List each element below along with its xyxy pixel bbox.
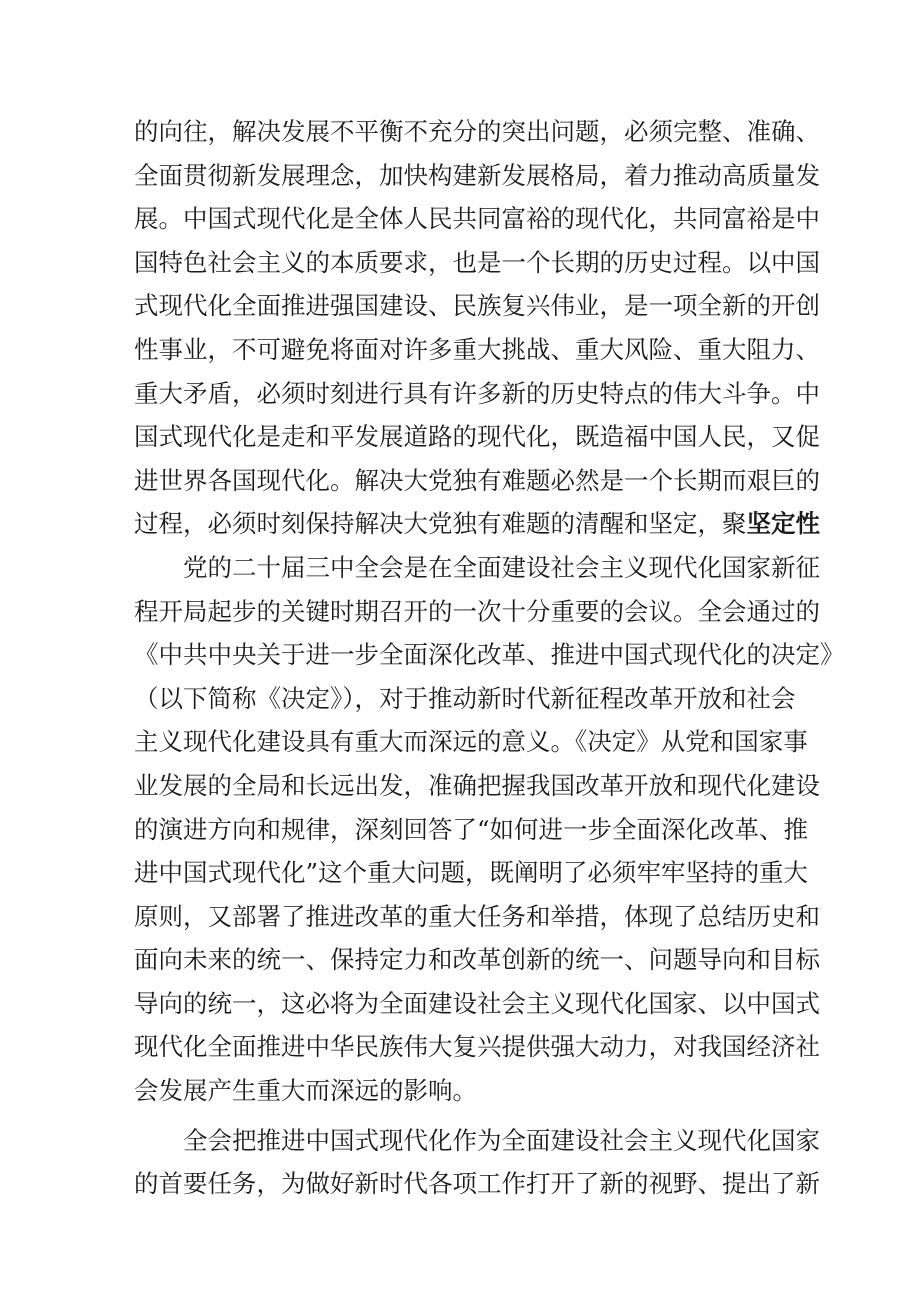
text-line: 主义现代化建设具有重大而深远的意义。《决定》从党和国家事 <box>134 727 808 757</box>
text-line: 性事业，不可避免将面对许多重大挑战、重大风险、重大阻力、 <box>134 334 820 364</box>
text-line: 式现代化全面推进强国建设、民族复兴伟业，是一项全新的开创 <box>134 291 820 321</box>
text-line: 的向往，解决发展不平衡不充分的突出问题，必须完整、准确、 <box>134 117 820 146</box>
paragraph-1 <box>134 110 820 546</box>
text-line: 的首要任务，为做好新时代各项工作打开了新的视野、提出了新 <box>134 1169 820 1199</box>
text-line: 国式现代化是走和平发展道路的现代化，既造福中国人民，又促 <box>134 422 820 452</box>
text-line: 展。中国式现代化是全体人民共同富裕的现代化，共同富裕是中 <box>134 204 820 234</box>
text-line: 国特色社会主义的本质要求，也是一个长期的历史过程。以中国 <box>134 247 820 277</box>
text-line-last: 会发展产生重大而深远的影响。 <box>134 1076 477 1106</box>
text-line: 程开局起步的关键时期召开的一次十分重要的会议。全会通过的 <box>134 596 820 626</box>
paragraph-3 <box>134 1119 820 1206</box>
text-line: 全面贯彻新发展理念，加快构建新发展格局，着力推动高质量发 <box>134 160 820 190</box>
text-line: 《中共中央关于进一步全面深化改革、推进中国式现代化的决定》 <box>134 640 845 670</box>
text-line: 进中国式现代化”这个重大问题，既阐明了必须牢牢坚持的重大 <box>134 858 809 888</box>
text-line: 进世界各国现代化。解决大党独有难题必然是一个长期而艰巨的 <box>134 465 820 495</box>
document-page <box>134 110 845 1206</box>
text-line-last <box>134 502 820 546</box>
text-line: 的演进方向和规律，深刻回答了“如何进一步全面深化改革、推 <box>134 814 809 844</box>
bold-text-segment: 坚定性 <box>746 509 820 539</box>
paragraph-2 <box>134 546 845 1113</box>
text-line: 导向的统一，这必将为全面建设社会主义现代化国家、以中国式 <box>134 988 820 1018</box>
text-segment: 过程，必须时刻保持解决大党独有难题的清醒和坚定，聚 <box>134 509 747 539</box>
text-line: 现代化全面推进中华民族伟大复兴提供强大动力，对我国经济社 <box>134 1032 820 1062</box>
text-line: 面向未来的统一、保持定力和改革创新的统一、问题导向和目标 <box>134 945 820 975</box>
text-line: （以下简称《决定》），对于推动新时代新征程改革开放和社会 <box>134 683 796 713</box>
text-line-first: 党的二十届三中全会是在全面建设社会主义现代化国家新征 <box>183 552 820 582</box>
text-line-first: 全会把推进中国式现代化作为全面建设社会主义现代化国家 <box>183 1125 820 1155</box>
text-line: 重大矛盾，必须时刻进行具有许多新的历史特点的伟大斗争。中 <box>134 378 820 408</box>
text-line: 原则，又部署了推进改革的重大任务和举措，体现了总结历史和 <box>134 901 820 931</box>
text-line: 业发展的全局和长远出发，准确把握我国改革开放和现代化建设 <box>134 770 820 800</box>
